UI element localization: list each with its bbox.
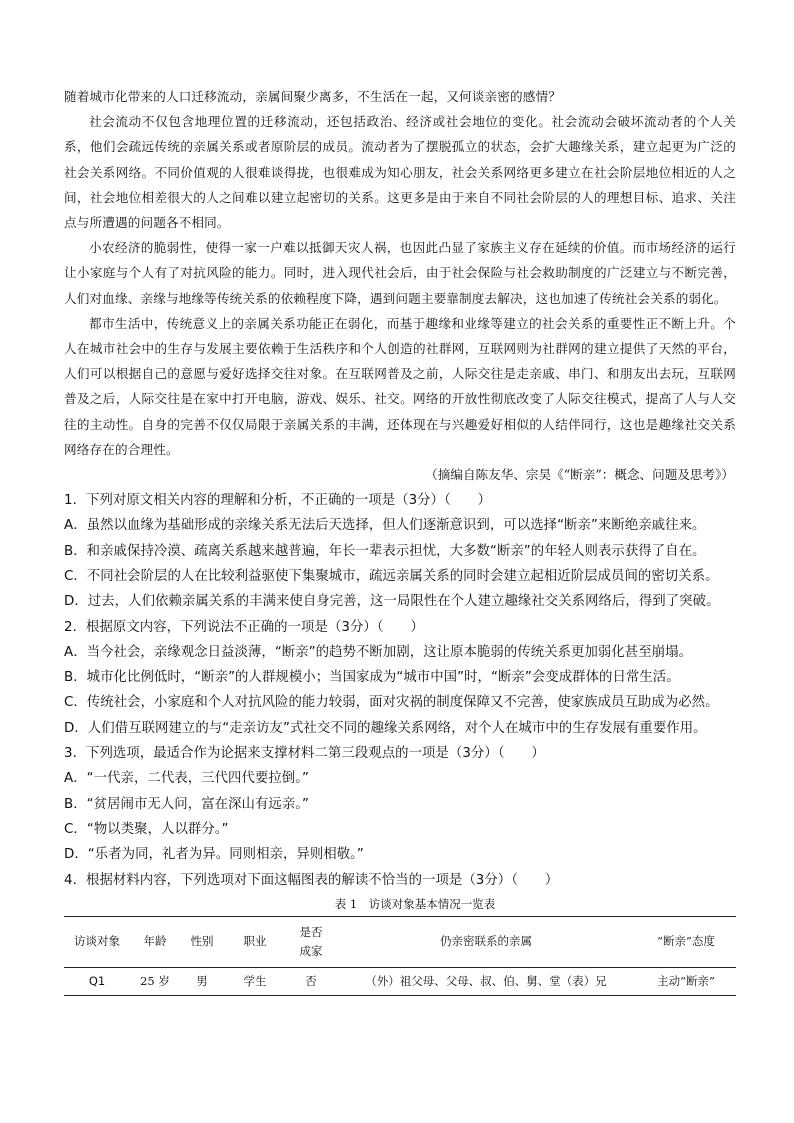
- header-married-line-2: 成家: [299, 943, 323, 958]
- cell-job: 学生: [243, 974, 267, 989]
- option-b: B．和亲戚保持冷漠、疏离关系越来越普遍，年长一辈表示担忧，大多数“断亲”的年轻人则表示获得了自在。: [64, 543, 706, 559]
- header-married: [286, 916, 336, 967]
- header-subject: 访谈对象: [74, 934, 120, 949]
- question-stem: 2．根据原文内容，下列说法不正确的一项是（3分）（ ）: [64, 619, 424, 635]
- document-page: [64, 84, 736, 996]
- option-b: B．“贫居闹市无人问，富在深山有远亲。”: [64, 796, 310, 812]
- question-3: [64, 741, 736, 867]
- header-married-line-1: 是否: [299, 924, 323, 939]
- question-stem: 3．下列选项，最适合作为论据来支撑材料二第三段观点的一项是（3分）（ ）: [64, 746, 545, 762]
- question-4: [64, 868, 736, 893]
- option-d: D．过去，人们依赖亲属关系的丰满来使自身完善，这一局限性在个人建立趣缘社交关系网络后，得到了突破。: [64, 594, 720, 610]
- passage-source: （摘编自陈友华、宗昊《“断亲”：概念、问题及思考》）: [425, 467, 734, 483]
- question-stem: 4．根据材料内容，下列选项对下面这幅图表的解读不恰当的一项是（3分）（ ）: [64, 872, 559, 888]
- table-header-row: [64, 916, 736, 967]
- cell-gender: 男: [196, 974, 208, 989]
- passage-paragraph-4: 都市生活中，传统意义上的亲属关系功能正在弱化，而基于趣缘和业缘等建立的社会关系的重要性正不断上升。个人在城市社会中的生存与发展主要依赖于生活秩序和个人创造的社群网，互联网则为社群网的建立提供了天然的平台，人们可以根据自己的意愿与爱好选择交往对象。在互联网普及之前，人际交往是走亲戚、串门、和朋友出去玩，互联网普及之后，人际交往是在家中打开电脑，游戏、娱乐、社交。网络的开放性彻底改变了人际交往模式，提高了人与人交往的主动性。自身的完善不仅仅局限于亲属关系的丰满，还体现在与兴趣爱好相似的人结伴同行，这也是趣缘社交关系网络存在的合理性。: [64, 315, 736, 457]
- cell-relatives: （外）祖父母、父母、叔、伯、舅、堂（表）兄: [365, 974, 607, 989]
- cell-married: 否: [305, 974, 317, 989]
- option-d: D．“乐者为同，礼者为异。同则相亲，异则相敬。”: [64, 847, 364, 863]
- cell-age: 25 岁: [140, 974, 170, 989]
- header-relatives: 仍亲密联系的亲属: [440, 934, 532, 949]
- option-b: B．城市化比例低时，“断亲”的人群规模小；当国家成为“城市中国”时，“断亲”会变成群体的日常生活。: [64, 670, 680, 686]
- question-2: [64, 615, 736, 741]
- option-c: C．“物以类聚，人以群分。”: [64, 821, 229, 837]
- option-c: C．不同社会阶层的人在比较利益驱使下集聚城市，疏远亲属关系的同时会建立起相近阶层成员间的密切关系。: [64, 568, 719, 584]
- question-1: [64, 488, 736, 614]
- header-job: 职业: [243, 934, 267, 949]
- header-age: 年龄: [143, 934, 167, 949]
- option-a: A．“一代亲，二代表，三代四代要拉倒。”: [64, 771, 309, 787]
- passage-paragraph-2: 社会流动不仅包含地理位置的迁移流动，还包括政治、经济或社会地位的变化。社会流动会破坏流动者的个人关系，他们会疏远传统的亲属关系或者原阶层的成员。流动者为了摆脱孤立的状态，会扩大趣缘关系，建立起更为广泛的社会关系网络。不同价值观的人很难谈得拢，也很难成为知心朋友，社会关系网络更多建立在社会阶层地位相近的人之间，社会地位相差很大的人之间难以建立起密切的关系。这更多是由于来自不同社会阶层的人的理想目标、追求、关注点与所遭遇的问题各不相同。: [64, 114, 736, 231]
- passage-paragraph-3: 小农经济的脆弱性，使得一家一户难以抵御天灾人祸，也因此凸显了家族主义存在延续的价值。而市场经济的运行让小家庭与个人有了对抗风险的能力。同时，进入现代社会后，由于社会保险与社会救助制度的广泛建立与不断完善，人们对血缘、亲缘与地缘等传统关系的依赖程度下降，遇到问题主要靠制度去解决，这也加速了传统社会关系的弱化。: [64, 240, 736, 306]
- question-stem: 1．下列对原文相关内容的理解和分析，不正确的一项是（3分）（ ）: [64, 493, 492, 509]
- header-gender: 性别: [190, 934, 214, 949]
- passage-paragraph-1: 随着城市化带来的人口迁移流动，亲属间聚少离多，不生活在一起，又何谈亲密的感情？: [64, 89, 562, 104]
- header-attitude: “断亲”态度: [657, 934, 715, 949]
- cell-subject: Q1: [88, 974, 106, 989]
- option-a: A．虽然以血缘为基础形成的亲缘关系无法后天选择，但人们逐渐意识到，可以选择“断亲”来断绝亲戚往来。: [64, 518, 706, 534]
- table-row: [64, 967, 736, 995]
- option-a: A．当今社会，亲缘观念日益淡薄，“断亲”的趋势不断加剧，这让原本脆弱的传统关系更加弱化甚至崩塌。: [64, 644, 693, 660]
- cell-attitude: 主动“断亲”: [657, 974, 715, 989]
- option-d: D．人们借互联网建立的与“走亲访友”式社交不同的趣缘关系网络，对个人在城市中的生存发展有重要作用。: [64, 720, 707, 736]
- option-c: C．传统社会，小家庭和个人对抗风险的能力较弱，面对灾祸的制度保障又不完善，使家族成员互助成为必然。: [64, 695, 719, 711]
- table-title: 表 1 访谈对象基本情况一览表: [334, 896, 496, 911]
- interviewee-table: [64, 916, 736, 996]
